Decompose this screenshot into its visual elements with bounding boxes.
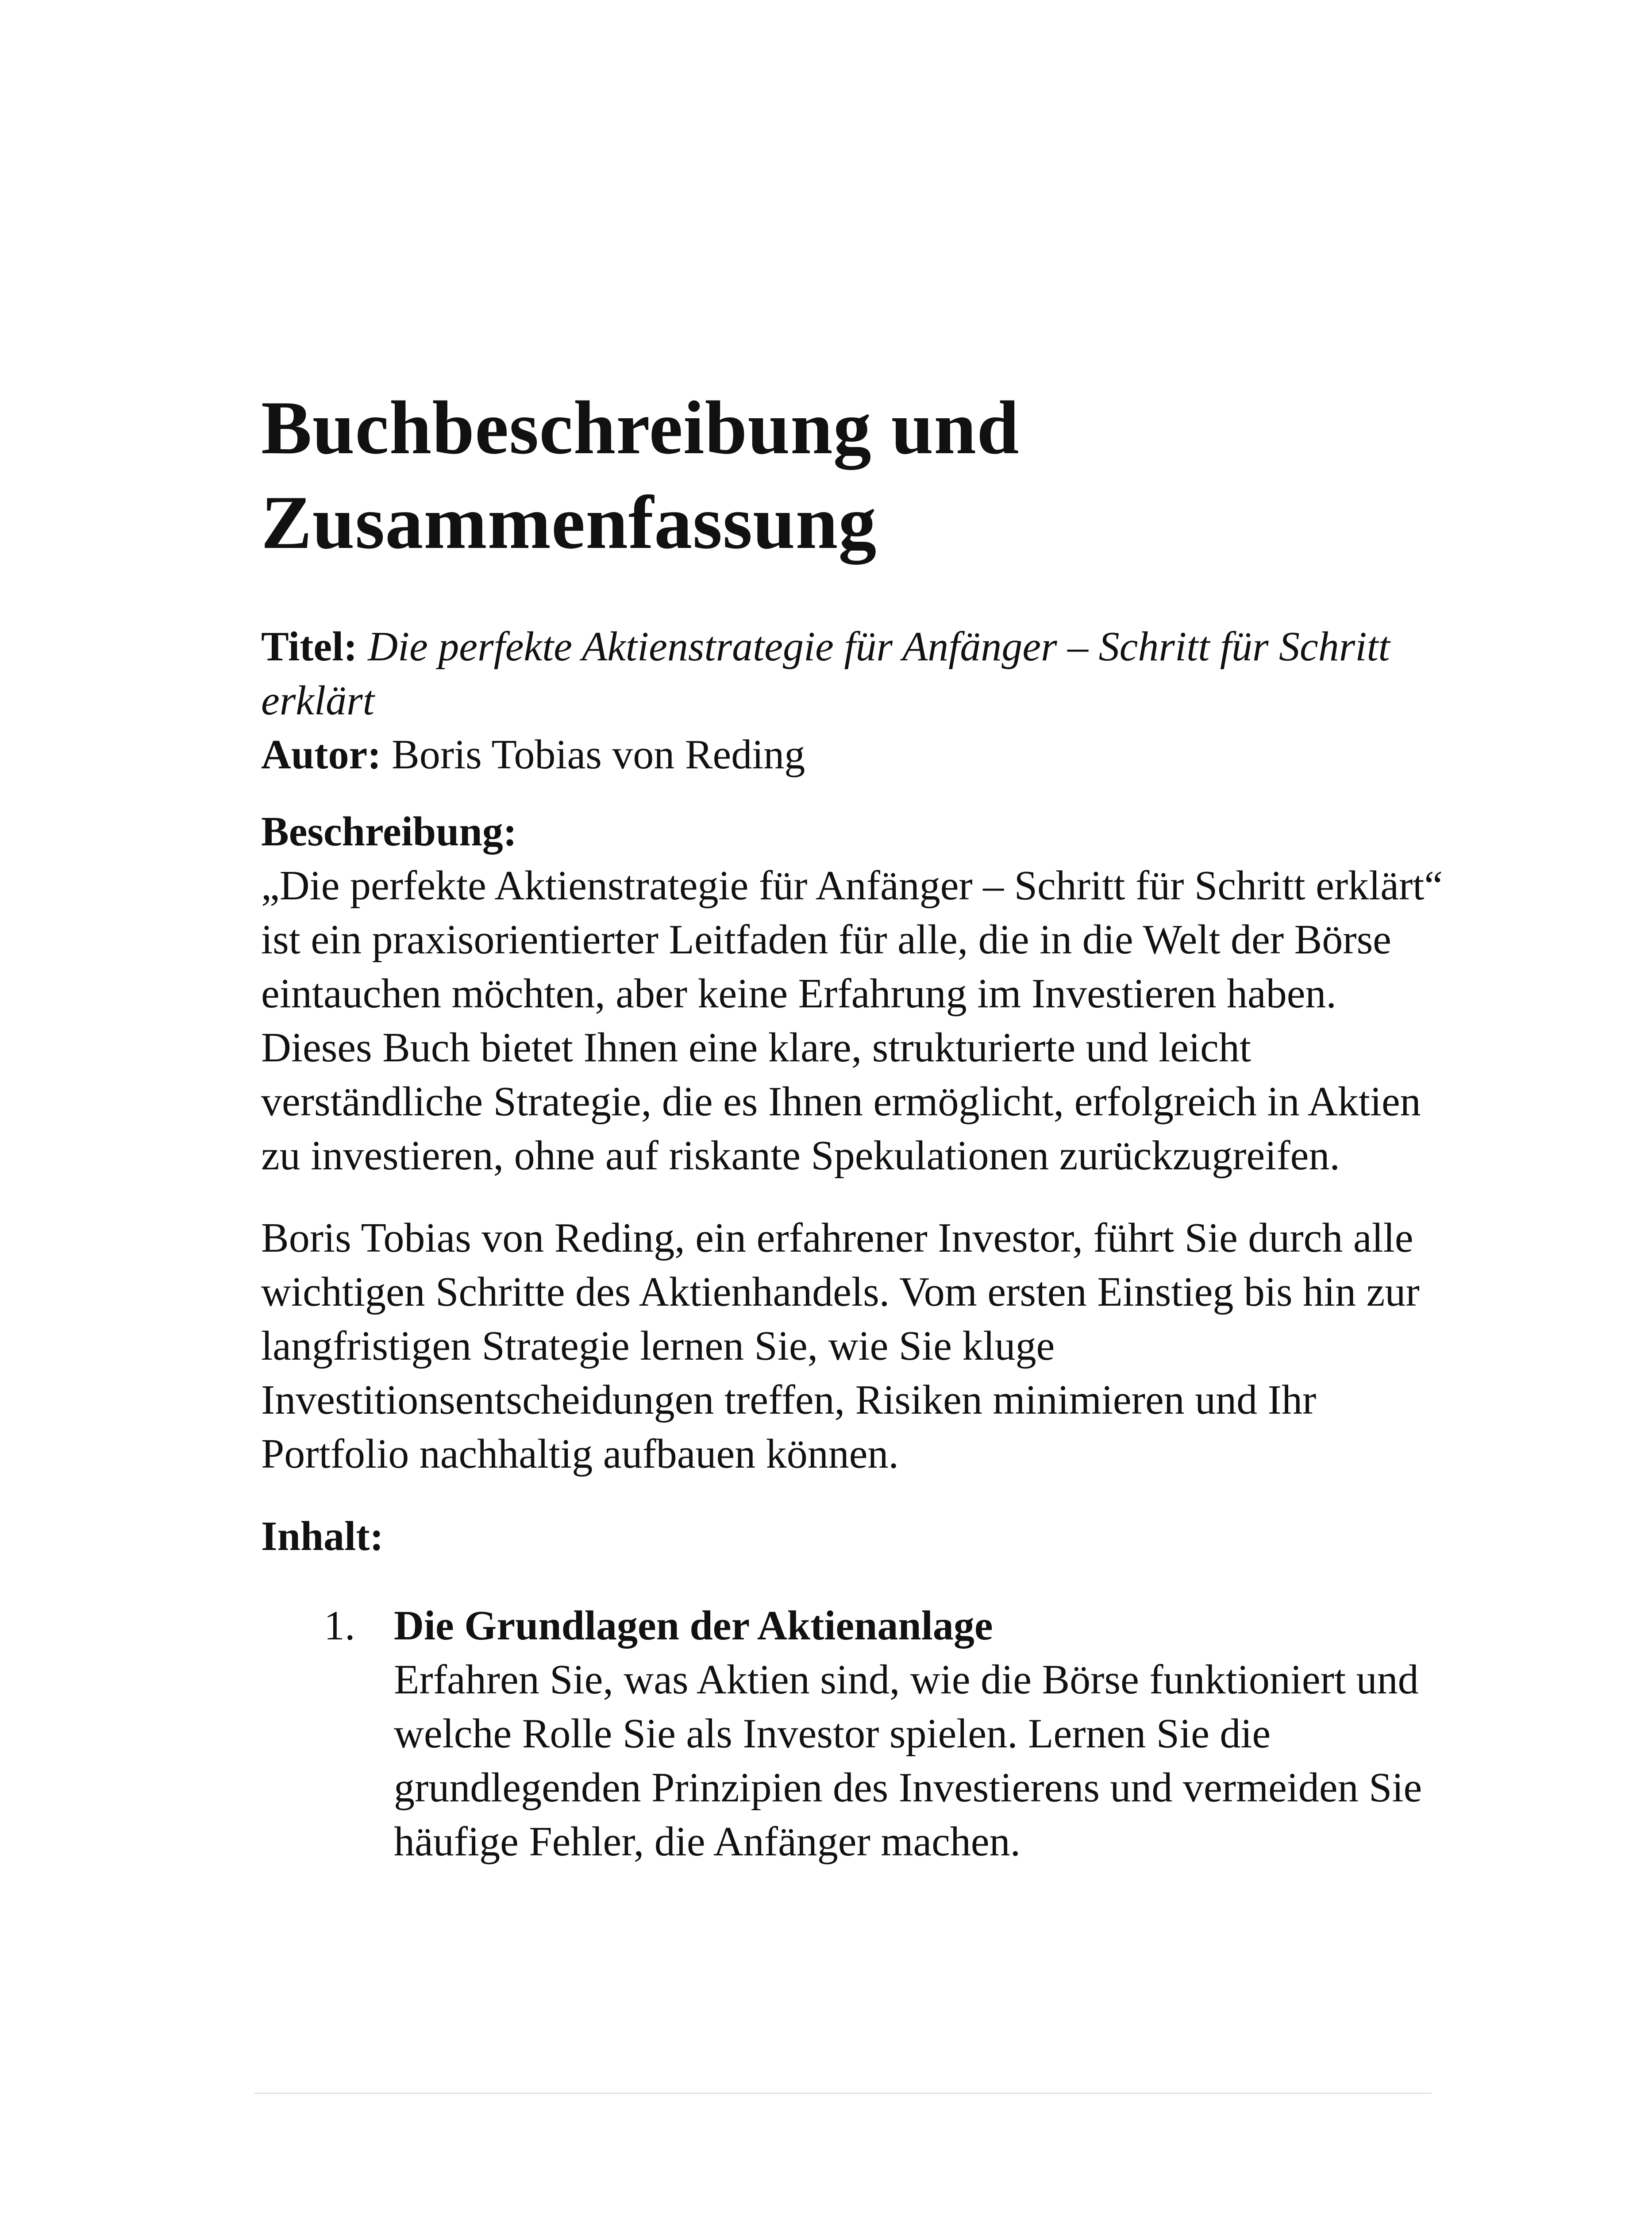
- description-paragraph-2: Boris Tobias von Reding, ein erfahrener Investor, führt Sie durch alle wichtigen Schritte des Aktienhandels. Vom ersten Einstieg bis hin zur langfristigen Strategie lernen Sie, wie Sie kluge Investitionsentscheidungen treffen, Risiken minimieren und Ihr Portfolio nachhaltig aufbauen können.: [261, 1215, 1420, 1477]
- page-title-line-1: Buchbeschreibung und: [261, 386, 1020, 470]
- book-author-label: Autor:: [261, 732, 381, 778]
- book-title-label: Titel:: [261, 624, 358, 670]
- contents-item-number: 1.: [324, 1603, 355, 1649]
- book-title-row: [261, 620, 1456, 728]
- contents-item-title: Die Grundlagen der Aktienanlage: [394, 1603, 993, 1649]
- book-author-value: Boris Tobias von Reding: [392, 732, 805, 778]
- page-title: [261, 381, 1456, 570]
- book-title-value: Die perfekte Aktienstrategie für Anfänger – Schritt für Schritt erklärt: [261, 624, 1390, 724]
- book-meta: [261, 620, 1456, 782]
- contents-item: [261, 1599, 1456, 1869]
- contents-label: Inhalt:: [261, 1513, 384, 1559]
- contents-list: [261, 1599, 1456, 1869]
- book-author-row: [261, 728, 1456, 782]
- description-section: [261, 805, 1456, 1481]
- footer-divider: [254, 2093, 1432, 2094]
- page-title-line-2: Zusammenfassung: [261, 481, 877, 565]
- description-label: Beschreibung:: [261, 809, 517, 855]
- description-paragraph-1: „Die perfekte Aktienstrategie für Anfänger – Schritt für Schritt erklärt“ ist ein praxisorientierter Leitfaden für alle, die in die Welt der Börse eintauchen möchten, aber keine Erfahrung im Investieren haben. Dieses Buch bietet Ihnen eine klare, strukturierte und leicht verständliche Strategie, die es Ihnen ermöglicht, erfolgreich in Aktien zu investieren, ohne auf riskante Spekulationen zurückzugreifen.: [261, 863, 1443, 1179]
- document-content: [261, 381, 1456, 1869]
- contents-item-text: Erfahren Sie, was Aktien sind, wie die Börse funktioniert und welche Rolle Sie als Investor spielen. Lernen Sie die grundlegenden Prinzipien des Investierens und vermeiden Sie häufige Fehler, die Anfänger machen.: [394, 1657, 1422, 1865]
